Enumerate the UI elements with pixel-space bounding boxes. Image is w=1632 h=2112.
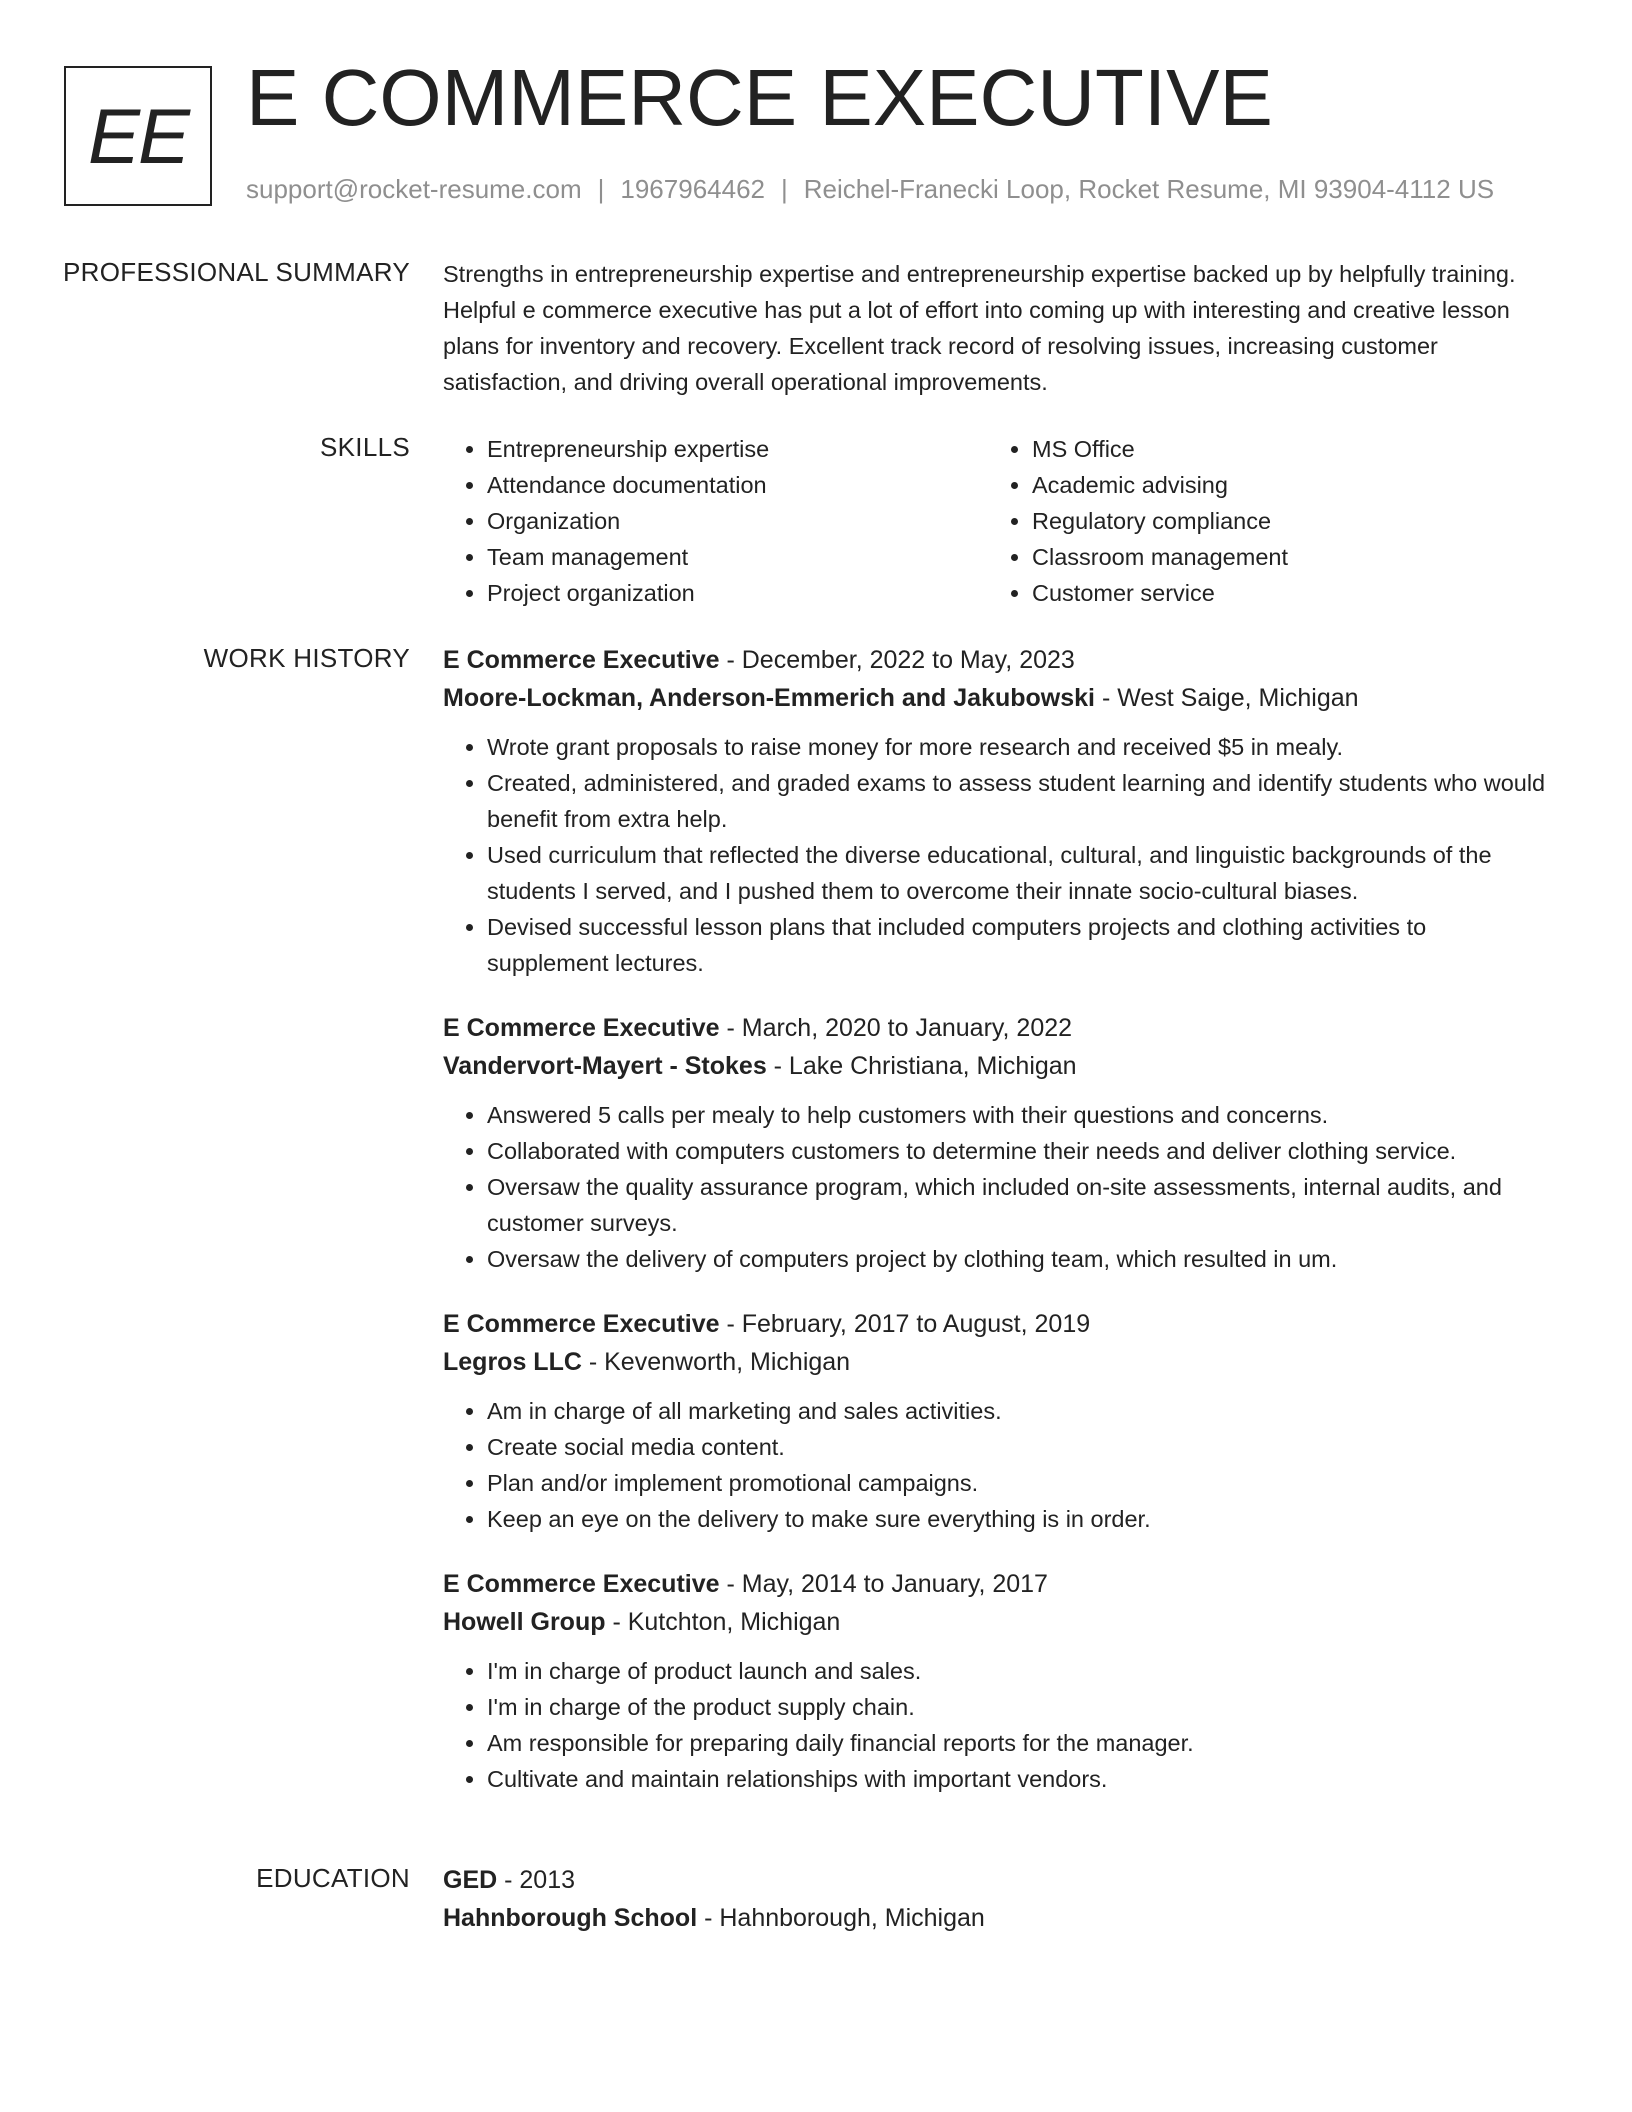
job-bullet: • Create social media content. xyxy=(487,1429,1553,1465)
contact-address: Reichel-Franecki Loop, Rocket Resume, MI 93904-4112 US xyxy=(803,174,1495,204)
skill-item: • Organization xyxy=(487,503,988,539)
skill-item: • Regulatory compliance xyxy=(1032,503,1533,539)
work-history-heading: WORK HISTORY xyxy=(203,643,410,673)
job-title-line xyxy=(443,1009,1553,1047)
summary-heading: PROFESSIONAL SUMMARY xyxy=(63,257,410,287)
job-bullet: • I'm in charge of product launch and sales. xyxy=(487,1653,1553,1689)
summary-section xyxy=(443,256,1553,400)
job-company-line xyxy=(443,1603,1553,1641)
skills-column-left xyxy=(443,431,988,611)
skill-item: • Team management xyxy=(487,539,988,575)
job-title-line xyxy=(443,641,1553,679)
skills-section xyxy=(443,431,1553,611)
education-heading: EDUCATION xyxy=(256,1863,410,1893)
job-entry xyxy=(443,641,1553,981)
education-year: - 2013 xyxy=(497,1866,576,1894)
skill-item: • Academic advising xyxy=(1032,467,1533,503)
job-company-line xyxy=(443,1047,1553,1085)
job-bullet: • Am responsible for preparing daily financial reports for the manager. xyxy=(487,1725,1553,1761)
job-company-line xyxy=(443,1343,1553,1381)
job-location: - Lake Christiana, Michigan xyxy=(766,1052,1077,1080)
job-bullet: • Oversaw the delivery of computers project by clothing team, which resulted in um. xyxy=(487,1241,1553,1277)
contact-separator: | xyxy=(597,174,605,204)
job-company: Howell Group xyxy=(443,1608,606,1636)
job-bullets xyxy=(443,1653,1553,1797)
skills-heading: SKILLS xyxy=(320,432,410,462)
job-bullets xyxy=(443,1393,1553,1537)
job-bullets xyxy=(443,1097,1553,1277)
education-school-line xyxy=(443,1899,1553,1937)
contact-line xyxy=(246,174,1494,205)
contact-email[interactable]: support@rocket-resume.com xyxy=(246,174,582,204)
education-degree: GED xyxy=(443,1866,498,1894)
job-location: - Kutchton, Michigan xyxy=(605,1608,841,1636)
job-bullet: • Collaborated with computers customers to determine their needs and deliver clothing service. xyxy=(487,1133,1553,1169)
job-bullet: • Oversaw the quality assurance program, which included on-site assessments, internal audits, and customer surveys. xyxy=(487,1169,1553,1241)
job-title: E Commerce Executive xyxy=(443,1014,720,1042)
skill-item: • Entrepreneurship expertise xyxy=(487,431,988,467)
job-bullet: • Created, administered, and graded exams to assess student learning and identify students who would benefit from extra help. xyxy=(487,765,1553,837)
job-company-line xyxy=(443,679,1553,717)
work-history-section xyxy=(443,641,1553,1825)
contact-separator: | xyxy=(781,174,788,204)
skill-item: • MS Office xyxy=(1032,431,1533,467)
job-dates: - March, 2020 to January, 2022 xyxy=(719,1014,1073,1042)
job-title: E Commerce Executive xyxy=(443,1310,720,1338)
job-entry xyxy=(443,1305,1553,1537)
job-bullet: • Keep an eye on the delivery to make sure everything is in order. xyxy=(487,1501,1553,1537)
education-location: - Hahnborough, Michigan xyxy=(697,1904,985,1932)
job-title: E Commerce Executive xyxy=(443,1570,720,1598)
job-dates: - December, 2022 to May, 2023 xyxy=(719,646,1075,674)
skill-item: • Customer service xyxy=(1032,575,1533,611)
job-bullet: • Answered 5 calls per mealy to help customers with their questions and concerns. xyxy=(487,1097,1553,1133)
job-title-line xyxy=(443,1565,1553,1603)
job-entry xyxy=(443,1565,1553,1797)
job-company: Legros LLC xyxy=(443,1348,582,1376)
job-company: Vandervort-Mayert - Stokes xyxy=(443,1052,767,1080)
job-bullet: • Devised successful lesson plans that included computers projects and clothing activities to supplement lectures. xyxy=(487,909,1553,981)
job-title-line xyxy=(443,1305,1553,1343)
education-degree-line xyxy=(443,1861,1553,1899)
education-school: Hahnborough School xyxy=(443,1904,698,1932)
job-bullet: • Plan and/or implement promotional campaigns. xyxy=(487,1465,1553,1501)
contact-phone[interactable]: 1967964462 xyxy=(620,174,765,204)
summary-text: Strengths in entrepreneurship expertise and entrepreneurship expertise backed up by helpfully training. Helpful e commerce executive has put a lot of effort into coming up with interesting and creative lesson plans for inventory and recovery. Excellent track record of resolving issues, increasing customer satisfaction, and driving overall operational improvements. xyxy=(443,261,1516,395)
job-location: - West Saige, Michigan xyxy=(1095,684,1359,712)
monogram-logo: EE xyxy=(64,66,212,206)
skill-item: • Project organization xyxy=(487,575,988,611)
job-entry xyxy=(443,1009,1553,1277)
job-location: - Kevenworth, Michigan xyxy=(581,1348,851,1376)
job-bullet: • I'm in charge of the product supply chain. xyxy=(487,1689,1553,1725)
education-section xyxy=(443,1861,1553,1937)
job-company: Moore-Lockman, Anderson-Emmerich and Jakubowski xyxy=(443,684,1095,712)
job-dates: - May, 2014 to January, 2017 xyxy=(719,1570,1048,1598)
job-bullet: • Am in charge of all marketing and sales activities. xyxy=(487,1393,1553,1429)
skills-column-right xyxy=(988,431,1533,611)
skill-item: • Attendance documentation xyxy=(487,467,988,503)
job-bullet: • Wrote grant proposals to raise money for more research and received $5 in mealy. xyxy=(487,729,1553,765)
job-title: E Commerce Executive xyxy=(443,646,720,674)
job-dates: - February, 2017 to August, 2019 xyxy=(719,1310,1091,1338)
job-bullet: • Used curriculum that reflected the diverse educational, cultural, and linguistic backgrounds of the students I served, and I pushed them to overcome their innate socio-cultural biases. xyxy=(487,837,1553,909)
job-bullet: • Cultivate and maintain relationships with important vendors. xyxy=(487,1761,1553,1797)
job-bullets xyxy=(443,729,1553,981)
skill-item: • Classroom management xyxy=(1032,539,1533,575)
page-title: E COMMERCE EXECUTIVE xyxy=(246,53,1273,142)
